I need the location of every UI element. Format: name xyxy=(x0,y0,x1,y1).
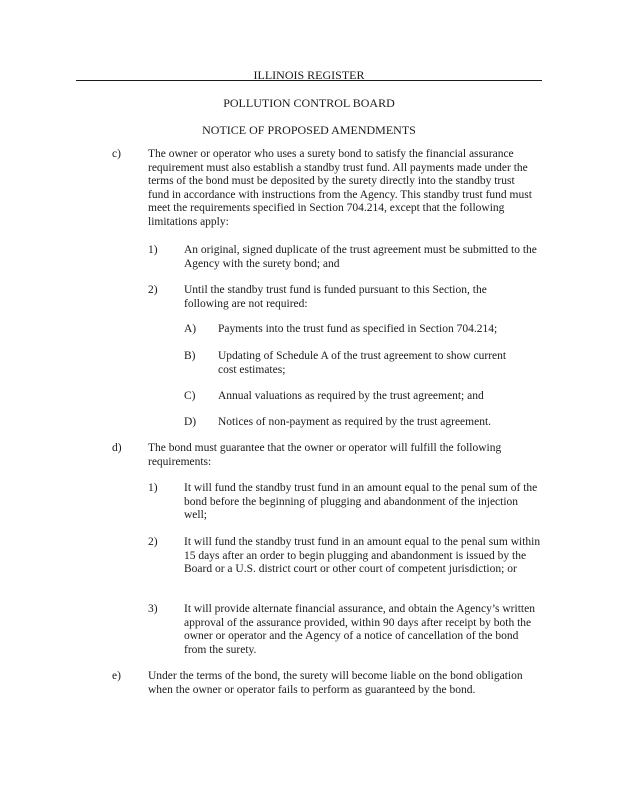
section-c-label: c) xyxy=(112,148,121,160)
section-e-label: e) xyxy=(112,670,121,682)
section-d-text: The bond must guarantee that the owner or operator will fulfill the following requirements: xyxy=(148,442,502,468)
subitem-a-text: Payments into the trust fund as specified in Section 704.214; xyxy=(218,323,498,335)
notice-title: NOTICE OF PROPOSED AMENDMENTS xyxy=(202,123,416,137)
section-c-item-1-text: An original, signed duplicate of the trust agreement must be submitted to the Agency with the surety bond; and xyxy=(184,244,537,270)
subitem-b-text: Updating of Schedule A of the trust agreement to show current cost estimates; xyxy=(218,350,507,376)
header-rule xyxy=(76,80,542,81)
section-e-text: Under the terms of the bond, the surety will become liable on the bond obligation when the owner or operator fails to perform as guaranteed by the bond. xyxy=(148,670,523,696)
section-d-item-1-label: 1) xyxy=(148,482,158,494)
section-d-item-2-label: 2) xyxy=(148,536,158,548)
subitem-a-label: A) xyxy=(184,323,197,335)
section-d-item-1-text: It will fund the standby trust fund in an amount equal to the penal sum of the bond before the beginning of plugging and abandonment of the injection well; xyxy=(184,482,538,521)
section-d-label: d) xyxy=(112,442,122,454)
register-title: ILLINOIS REGISTER xyxy=(253,68,365,82)
section-d-item-3-text: It will provide alternate financial assurance, and obtain the Agency’s written approval of the assurance provided, within 90 days after receipt by both the owner or operator and the Agency of a notice of cancellation of the bond from the surety. xyxy=(184,603,535,656)
board-title: POLLUTION CONTROL BOARD xyxy=(223,96,395,110)
section-c-item-2-text: Until the standby trust fund is funded pursuant to this Section, the following are not required: xyxy=(184,284,487,310)
section-d-item-2-text: It will fund the standby trust fund in an amount equal to the penal sum within 15 days after an order to begin plugging and abandonment is issued by the Board or a U.S. district court or other court of competent jurisdiction; or xyxy=(184,536,541,575)
subitem-b-label: B) xyxy=(184,350,196,362)
section-c-item-1-label: 1) xyxy=(148,244,158,256)
section-d-item-3-label: 3) xyxy=(148,603,158,615)
section-c-text: The owner or operator who uses a surety bond to satisfy the financial assurance requirement must also establish a standby trust fund. All payments made under the terms of the bond must be deposited by the surety directly into the standby trust fund in accordance with instructions from the Agency. This standby trust fund must meet the requirements specified in Section 704.214, except that the following limitations apply: xyxy=(148,148,532,228)
subitem-c-text: Annual valuations as required by the trust agreement; and xyxy=(218,390,484,402)
subitem-d-text: Notices of non-payment as required by the trust agreement. xyxy=(218,416,492,428)
section-c-item-2-label: 2) xyxy=(148,284,158,296)
subitem-c-label: C) xyxy=(184,390,196,402)
subitem-d-label: D) xyxy=(184,416,197,428)
